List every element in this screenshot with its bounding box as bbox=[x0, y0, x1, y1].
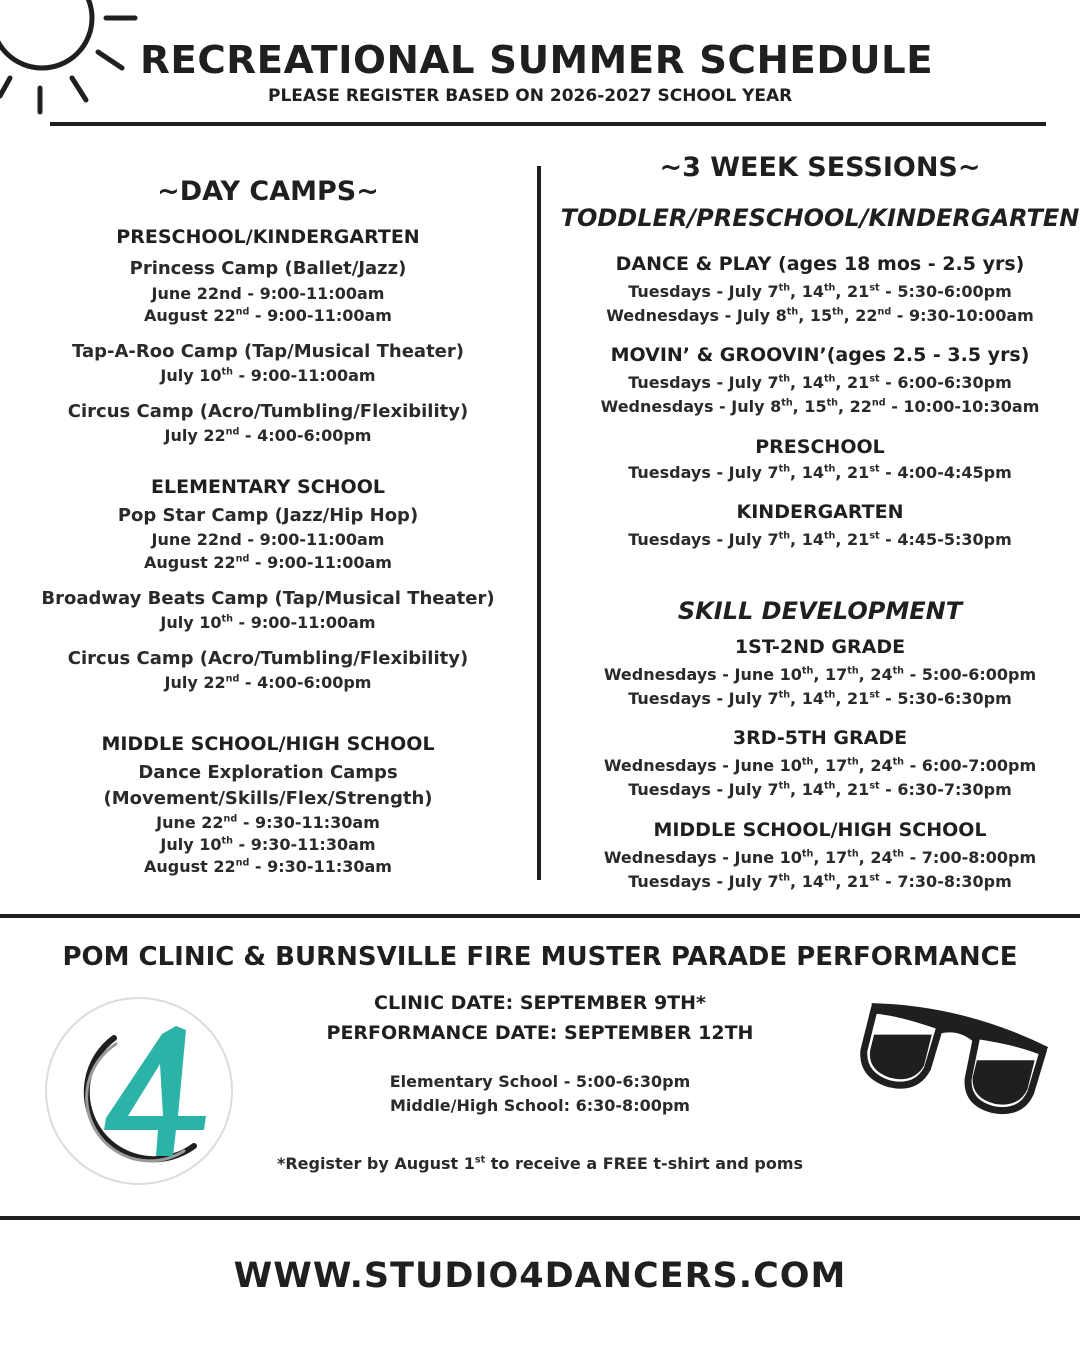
grade-3-5-wednesdays: Wednesdays - June 10th, 17th, 24th - 6:00-7:00pm bbox=[603, 756, 1037, 775]
dance-exploration-date-3: August 22nd - 9:30-11:30am bbox=[144, 857, 392, 876]
sessions-heading: ~3 WEEK SESSIONS~ bbox=[659, 152, 981, 183]
day-camps-column bbox=[0, 0, 536, 900]
elementary-heading: ELEMENTARY SCHOOL bbox=[151, 476, 385, 498]
preschool-heading: PRESCHOOL/KINDERGARTEN bbox=[116, 226, 420, 248]
dance-play-heading: DANCE & PLAY (ages 18 mos - 2.5 yrs) bbox=[615, 253, 1025, 275]
princess-camp: Princess Camp (Ballet/Jazz) bbox=[129, 258, 407, 279]
dance-exploration-camps: Dance Exploration Camps bbox=[138, 762, 398, 783]
section-divider-top bbox=[0, 914, 1080, 918]
tap-a-roo-date: July 10th - 9:00-11:00am bbox=[160, 366, 376, 385]
sunglasses-icon bbox=[848, 994, 1052, 1144]
column-divider bbox=[537, 166, 541, 880]
registration-note: *Register by August 1st to receive a FREE t-shirt and poms bbox=[276, 1154, 804, 1173]
dance-play-wednesdays: Wednesdays - July 8th, 15th, 22nd - 9:30-10:00am bbox=[606, 306, 1034, 325]
dance-exploration-date-1: June 22nd - 9:30-11:30am bbox=[156, 813, 380, 832]
middle-high-wednesdays: Wednesdays - June 10th, 17th, 24th - 7:00-8:00pm bbox=[603, 848, 1037, 867]
grade-1-2-wednesdays: Wednesdays - June 10th, 17th, 24th - 5:00-6:00pm bbox=[603, 665, 1037, 684]
broadway-beats-date: July 10th - 9:00-11:00am bbox=[160, 613, 376, 632]
preschool-session-tuesdays: Tuesdays - July 7th, 14th, 21st - 4:00-4:45pm bbox=[628, 463, 1012, 482]
princess-date-2: August 22nd - 9:00-11:00am bbox=[144, 306, 392, 325]
kindergarten-session-tuesdays: Tuesdays - July 7th, 14th, 21st - 4:45-5:30pm bbox=[628, 530, 1012, 549]
skill-development-heading: SKILL DEVELOPMENT bbox=[677, 597, 963, 625]
movin-groovin-wednesdays: Wednesdays - July 8th, 15th, 22nd - 10:00-10:30am bbox=[600, 397, 1040, 416]
day-camps-heading: ~DAY CAMPS~ bbox=[157, 176, 379, 207]
circus-date-elementary: July 22nd - 4:00-6:00pm bbox=[164, 673, 372, 692]
grade-1-2-heading: 1ST-2ND GRADE bbox=[734, 636, 906, 658]
grade-1-2-tuesdays: Tuesdays - July 7th, 14th, 21st - 5:30-6:30pm bbox=[628, 689, 1012, 708]
middle-high-heading: MIDDLE SCHOOL/HIGH SCHOOL bbox=[101, 733, 435, 755]
pop-star-date-1: June 22nd - 9:00-11:00am bbox=[151, 530, 385, 549]
page-title: RECREATIONAL SUMMER SCHEDULE bbox=[140, 38, 934, 82]
pop-star-date-2: August 22nd - 9:00-11:00am bbox=[144, 553, 392, 572]
elementary-clinic-time: Elementary School - 5:00-6:30pm bbox=[389, 1072, 691, 1091]
pom-clinic-title: POM CLINIC & BURNSVILLE FIRE MUSTER PARADE PERFORMANCE bbox=[62, 942, 1018, 972]
grade-3-5-tuesdays: Tuesdays - July 7th, 14th, 21st - 6:30-7:30pm bbox=[628, 780, 1012, 799]
pom-details bbox=[240, 990, 840, 1190]
broadway-beats-camp: Broadway Beats Camp (Tap/Musical Theater) bbox=[41, 588, 495, 609]
dance-exploration-date-2: July 10th - 9:30-11:30am bbox=[160, 835, 376, 854]
performance-date: PERFORMANCE DATE: SEPTEMBER 12TH bbox=[326, 1022, 754, 1044]
dance-play-tuesdays: Tuesdays - July 7th, 14th, 21st - 5:30-6:00pm bbox=[628, 282, 1012, 301]
middle-high-tuesdays: Tuesdays - July 7th, 14th, 21st - 7:30-8:30pm bbox=[628, 872, 1012, 891]
circus-camp-preschool: Circus Camp (Acro/Tumbling/Flexibility) bbox=[67, 401, 469, 422]
page-subtitle: PLEASE REGISTER BASED ON 2026-2027 SCHOOL YEAR bbox=[268, 86, 793, 106]
section-divider-bottom bbox=[0, 1216, 1080, 1220]
toddler-heading: TODDLER/PRESCHOOL/KINDERGARTEN bbox=[560, 204, 1080, 232]
clinic-date: CLINIC DATE: SEPTEMBER 9TH* bbox=[374, 992, 706, 1014]
middle-high-clinic-time: Middle/High School: 6:30-8:00pm bbox=[390, 1096, 690, 1115]
movin-groovin-tuesdays: Tuesdays - July 7th, 14th, 21st - 6:00-6:30pm bbox=[628, 373, 1012, 392]
preschool-session-heading: PRESCHOOL bbox=[755, 436, 885, 458]
circus-date-preschool: July 22nd - 4:00-6:00pm bbox=[164, 426, 372, 445]
website-url[interactable]: WWW.STUDIO4DANCERS.COM bbox=[233, 1256, 847, 1296]
circus-camp-elementary: Circus Camp (Acro/Tumbling/Flexibility) bbox=[67, 648, 469, 669]
tap-a-roo-camp: Tap-A-Roo Camp (Tap/Musical Theater) bbox=[71, 341, 464, 362]
movin-groovin-heading: MOVIN’ & GROOVIN’(ages 2.5 - 3.5 yrs) bbox=[610, 344, 1030, 366]
princess-date-1: June 22nd - 9:00-11:00am bbox=[151, 284, 385, 303]
sessions-column bbox=[560, 0, 1080, 900]
pop-star-camp: Pop Star Camp (Jazz/Hip Hop) bbox=[117, 505, 419, 526]
grade-3-5-heading: 3RD-5TH GRADE bbox=[732, 727, 908, 749]
middle-high-session-heading: MIDDLE SCHOOL/HIGH SCHOOL bbox=[653, 819, 987, 841]
kindergarten-session-heading: KINDERGARTEN bbox=[736, 501, 904, 523]
dance-exploration-subtitle: (Movement/Skills/Flex/Strength) bbox=[103, 788, 433, 809]
